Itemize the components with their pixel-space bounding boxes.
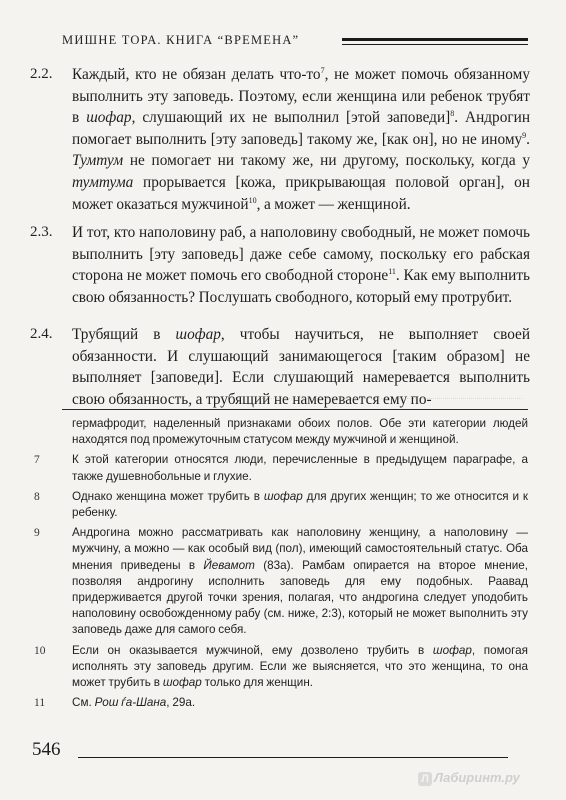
footnote-number: 11 — [34, 697, 46, 710]
paragraph-number: 2.2. — [30, 66, 53, 82]
text-run: Однако женщина может трубить в — [72, 489, 264, 503]
footnote-text — [72, 489, 528, 521]
running-header — [62, 33, 528, 53]
footnote-text — [72, 695, 528, 711]
footnote-text — [72, 452, 528, 484]
text-run: Трубящий в — [72, 326, 176, 343]
paragraph-number: 2.4. — [30, 326, 53, 342]
header-rule-thick — [342, 38, 528, 41]
bleed-through-text — [262, 398, 522, 405]
footnote-ref: 9 — [522, 130, 527, 140]
italic-term: шофар — [432, 643, 472, 657]
footnote-text — [72, 416, 528, 448]
footnote-text — [72, 643, 528, 692]
italic-term: шофар — [86, 109, 132, 127]
text-run: Если он оказывается мужчиной, ему дозволено трубить в — [72, 643, 433, 657]
text-run: только для женщин. — [201, 676, 314, 690]
text-run: , 29а. — [166, 696, 196, 710]
watermark-logo — [418, 770, 520, 786]
text-run: И тот, кто наполовину раб, а наполовину свободный, не может помочь выполнить [эту заповедь] даже себе самому, поскольку его рабская сторона не может помочь его свободной стороне — [72, 224, 530, 285]
paragraph-2-3 — [30, 222, 530, 308]
footnote-10 — [24, 643, 528, 692]
watermark-text: Лабиринт.ру — [434, 770, 520, 785]
footnotes — [24, 416, 528, 715]
text-run: , слушающий их не выполнил [этой заповеди] — [131, 109, 451, 127]
italic-term: Йевамот — [203, 558, 255, 572]
page-number: 546 — [32, 739, 61, 760]
text-run: гермафродит, наделенный признаками обоих полов. Обе эти категории людей находятся под промежуточным статусом между мужчиной и женщиной. — [72, 417, 528, 447]
footnote-7 — [24, 452, 528, 484]
text-run: , чтобы научиться, не выполняет своей обязанности. И слушающий занимающегося [таким образом] не выполняет [заповеди]. Если слушающий намеревается выполнить свою обязанность, а трубящий не намеревается ему по- — [72, 326, 530, 408]
text-run: не помогает ни такому же, ни другому, поскольку, когда у — [123, 152, 530, 170]
footnote-number: 10 — [34, 644, 46, 657]
footnote-number: 9 — [34, 527, 40, 540]
text-run: . Как ему выполнить свою обязанность? Послушать свободного, который ему протрубит. — [72, 267, 531, 306]
footnote-text — [72, 525, 528, 638]
footnote-8 — [24, 489, 528, 521]
paragraph-text — [72, 64, 530, 215]
paragraph-text — [72, 222, 530, 308]
italic-term: тумтума — [72, 173, 134, 191]
footnote-ref: 7 — [320, 65, 325, 75]
footnote-continuation — [24, 416, 528, 448]
text-run: , а может — женщиной. — [256, 195, 411, 213]
footnote-number: 7 — [34, 454, 40, 467]
text-run: . — [526, 130, 530, 148]
running-header-title: МИШНЕ ТОРА. КНИГА “ВРЕМЕНА” — [62, 33, 300, 47]
footnote-ref: 8 — [450, 109, 455, 119]
text-run: Андрогина можно рассматривать как наполовину женщину, а наполовину — мужчину, а можно — как особый вид (пол), имеющий самостоятельный статус. Оба мнения приведены в — [72, 526, 528, 572]
text-run: , помогая исполнять эту заповедь другим. Если же выясняется, что это женщина, то она может трубить в — [72, 643, 528, 690]
paragraph-number: 2.3. — [30, 224, 53, 240]
footnote-9 — [24, 525, 528, 638]
text-run: для других женщин; то же относится и к ребенку. — [72, 489, 528, 520]
text-run: прорывается [кожа, прикрывающая половой орган], он может оказаться мужчиной — [72, 173, 530, 213]
header-rule-thin — [342, 44, 528, 45]
footer-rule — [78, 757, 508, 758]
italic-term: Рош ѓа-Шана — [94, 696, 167, 710]
text-run: . Андрогин помогает выполнить [эту заповедь] такому же, [как он], но не иному — [72, 109, 531, 148]
paragraph-2-2 — [30, 64, 530, 215]
text-run: (83а). Рамбам опирается на второе мнение, позволяя андрогину исполнить заповедь для ему подобных. Раавад придерживается другой точки зрения, полагая, что андрогина следует уподобить наполовину освобожденному рабу (см. ниже, 2:3), который не может выполнить эту заповедь даже для самого себя. — [72, 558, 528, 637]
footnote-11 — [24, 695, 528, 711]
text-run: К этой категории относятся люди, перечисленные в предыдущем параграфе, а также душевнобольные и глухие. — [72, 453, 528, 483]
text-run: См. — [72, 696, 95, 710]
footnote-separator — [62, 409, 528, 410]
watermark-mark: Л — [418, 772, 432, 786]
footnote-ref: 11 — [388, 267, 396, 277]
italic-term: шофар — [175, 326, 221, 343]
text-run: Каждый, кто не обязан делать что-то — [72, 66, 321, 83]
page-footer — [30, 737, 530, 767]
footnote-ref: 10 — [248, 195, 257, 205]
footnote-number: 8 — [34, 490, 40, 503]
italic-term: шофар — [263, 489, 303, 503]
italic-term: шофар — [162, 676, 202, 690]
italic-term: Тумтум — [72, 152, 124, 170]
text-run: , не может помочь обязанному выполнить эту заповедь. Поэтому, если женщина или ребенок трубят в — [72, 66, 530, 127]
